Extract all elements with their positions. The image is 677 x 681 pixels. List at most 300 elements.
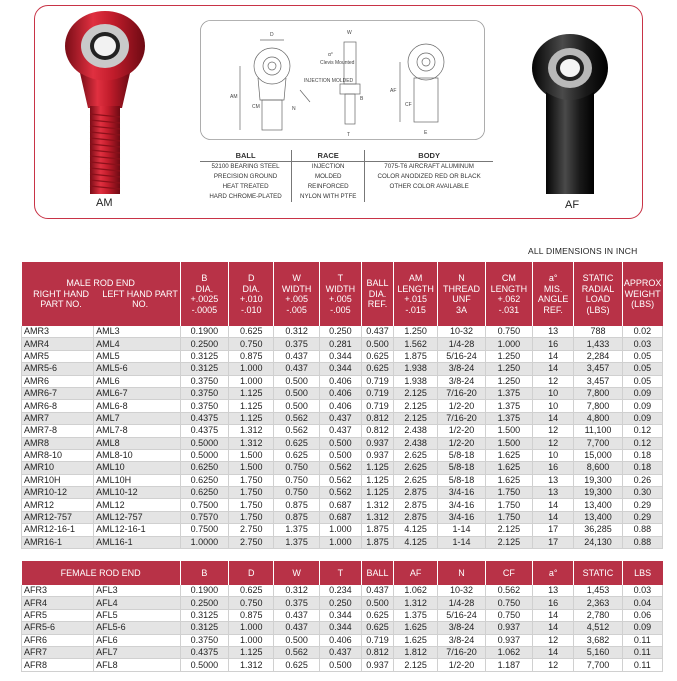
- left-part-number: AML8-10: [94, 449, 181, 461]
- spec-value: 0.29: [622, 499, 662, 511]
- left-part-number: AML3: [94, 326, 181, 338]
- spec-value: 4,512: [574, 622, 622, 634]
- spec-value: 0.437: [362, 585, 394, 597]
- male-table-row: [22, 326, 663, 338]
- spec-value: 0.05: [622, 363, 662, 375]
- spec-value: 14: [533, 609, 574, 621]
- spec-value: 788: [574, 326, 622, 338]
- spec-value: 2.438: [393, 437, 437, 449]
- spec-value: 0.500: [319, 659, 361, 671]
- spec-value: 16: [533, 338, 574, 350]
- spec-value: 14: [533, 363, 574, 375]
- spec-value: 1.125: [362, 462, 394, 474]
- left-part-number: AML8: [94, 437, 181, 449]
- spec-value: 2.125: [393, 387, 437, 399]
- female-table-row: [22, 646, 663, 658]
- spec-value: 0.625: [362, 363, 394, 375]
- ball-header: BALL DIA. REF.: [362, 262, 394, 326]
- spec-value: 24,130: [574, 536, 622, 548]
- right-part-number: AMR6-8: [22, 400, 94, 412]
- spec-value: 0.09: [622, 387, 662, 399]
- spec-value: 0.750: [485, 609, 532, 621]
- left-part-number: AFL8: [94, 659, 181, 671]
- spec-value: 0.18: [622, 462, 662, 474]
- spec-value: 1.000: [229, 375, 274, 387]
- spec-value: 0.12: [622, 425, 662, 437]
- left-part-number: AML6-8: [94, 400, 181, 412]
- spec-value: 0.375: [274, 338, 319, 350]
- spec-value: 3/4-16: [438, 511, 485, 523]
- right-part-number: AFR7: [22, 646, 94, 658]
- am-header: AM LENGTH +.015 -.015: [393, 262, 437, 326]
- female-col-header: AF: [393, 561, 437, 585]
- diagram-cm: CM: [252, 104, 260, 110]
- spec-value: 0.500: [274, 375, 319, 387]
- right-part-number: AMR7-8: [22, 425, 94, 437]
- spec-value: 1.375: [274, 524, 319, 536]
- spec-value: 0.09: [622, 400, 662, 412]
- right-part-number: AMR4: [22, 338, 94, 350]
- spec-value: 0.250: [319, 597, 361, 609]
- spec-value: 0.250: [319, 326, 361, 338]
- spec-value: 0.11: [622, 659, 662, 671]
- spec-value: 3/8-24: [438, 622, 485, 634]
- spec-value: 1.500: [229, 462, 274, 474]
- spec-value: 7/16-20: [438, 387, 485, 399]
- right-part-number: AFR4: [22, 597, 94, 609]
- female-table-header: [22, 561, 663, 585]
- spec-value: 0.937: [362, 437, 394, 449]
- spec-value: 0.02: [622, 326, 662, 338]
- spec-value: 12: [533, 659, 574, 671]
- spec-value: 14: [533, 511, 574, 523]
- spec-value: 0.05: [622, 350, 662, 362]
- spec-value: 0.1900: [180, 326, 228, 338]
- spec-value: 1.875: [362, 524, 394, 536]
- spec-value: 0.3125: [180, 363, 228, 375]
- spec-value: 0.750: [274, 462, 319, 474]
- spec-value: 5,160: [574, 646, 622, 658]
- spec-value: 2.625: [393, 474, 437, 486]
- spec-value: 0.750: [274, 474, 319, 486]
- spec-value: 0.719: [362, 400, 394, 412]
- spec-value: 0.937: [485, 634, 532, 646]
- spec-value: 1.250: [485, 363, 532, 375]
- ball-spec-line: HEAT TREATED: [222, 183, 269, 190]
- female-rod-end-table: [21, 561, 663, 672]
- spec-value: 36,285: [574, 524, 622, 536]
- spec-value: 0.05: [622, 375, 662, 387]
- spec-value: 1.562: [393, 338, 437, 350]
- spec-value: 14: [533, 646, 574, 658]
- spec-value: 3/8-24: [438, 363, 485, 375]
- spec-value: 0.3750: [180, 634, 228, 646]
- spec-value: 1.875: [362, 536, 394, 548]
- left-part-number: AML12-16-1: [94, 524, 181, 536]
- spec-value: 1.312: [362, 511, 394, 523]
- spec-value: 0.3750: [180, 400, 228, 412]
- male-table-row: [22, 363, 663, 375]
- spec-value: 0.719: [362, 387, 394, 399]
- left-part-number: AML7-8: [94, 425, 181, 437]
- body-spec-title: BODY: [365, 150, 493, 162]
- spec-value: 1.312: [229, 437, 274, 449]
- spec-value: 0.562: [274, 646, 319, 658]
- spec-value: 0.625: [362, 622, 394, 634]
- spec-value: 0.625: [229, 326, 274, 338]
- spec-value: 8,600: [574, 462, 622, 474]
- spec-value: 1.625: [393, 634, 437, 646]
- spec-value: 7/16-20: [438, 412, 485, 424]
- male-rod-end-table: [21, 262, 663, 549]
- male-table-row: [22, 400, 663, 412]
- spec-value: 5/8-18: [438, 474, 485, 486]
- spec-value: 1.000: [229, 363, 274, 375]
- left-part-number: AML16-1: [94, 536, 181, 548]
- spec-value: 0.719: [362, 634, 394, 646]
- spec-value: 0.03: [622, 585, 662, 597]
- spec-value: 0.812: [362, 425, 394, 437]
- male-table-row: [22, 387, 663, 399]
- dimensions-note: ALL DIMENSIONS IN INCH: [528, 246, 638, 256]
- race-spec-line: MOLDED: [314, 173, 342, 180]
- left-part-number: AFL5: [94, 609, 181, 621]
- left-part-number: AML6: [94, 375, 181, 387]
- right-part-number: AMR12: [22, 499, 94, 511]
- spec-value: 0.562: [319, 487, 361, 499]
- spec-value: 14: [533, 622, 574, 634]
- spec-value: 0.88: [622, 536, 662, 548]
- spec-value: 13,400: [574, 499, 622, 511]
- female-table-row: [22, 634, 663, 646]
- spec-value: 10: [533, 400, 574, 412]
- male-table-row: [22, 511, 663, 523]
- spec-value: 0.625: [229, 585, 274, 597]
- spec-value: 1.500: [485, 437, 532, 449]
- spec-value: 0.500: [362, 338, 394, 350]
- spec-value: 0.687: [319, 499, 361, 511]
- right-part-number: AMR6-7: [22, 387, 94, 399]
- female-col-header: a°: [533, 561, 574, 585]
- right-part-number: AFR5-6: [22, 622, 94, 634]
- spec-value: 1-14: [438, 524, 485, 536]
- spec-value: 19,300: [574, 474, 622, 486]
- spec-value: 5/8-18: [438, 462, 485, 474]
- male-table-row: [22, 338, 663, 350]
- spec-value: 1.375: [485, 400, 532, 412]
- spec-value: 0.750: [229, 597, 274, 609]
- spec-value: 0.500: [319, 449, 361, 461]
- spec-value: 5/16-24: [438, 609, 485, 621]
- spec-value: 13,400: [574, 511, 622, 523]
- spec-value: 3/8-24: [438, 375, 485, 387]
- spec-value: 0.500: [274, 634, 319, 646]
- spec-value: 5/16-24: [438, 350, 485, 362]
- spec-value: 7,700: [574, 659, 622, 671]
- spec-value: 2.438: [393, 425, 437, 437]
- female-col-header: STATIC: [574, 561, 622, 585]
- spec-value: 1.375: [485, 412, 532, 424]
- body-spec-line: OTHER COLOR AVAILABLE: [389, 183, 469, 190]
- spec-value: 2.875: [393, 511, 437, 523]
- spec-value: 1/4-28: [438, 597, 485, 609]
- male-table-row: [22, 462, 663, 474]
- spec-value: 1.625: [485, 449, 532, 461]
- male-table-row: [22, 350, 663, 362]
- spec-value: 1.062: [393, 585, 437, 597]
- spec-value: 19,300: [574, 487, 622, 499]
- ball-spec-title: BALL: [200, 150, 292, 162]
- female-table-row: [22, 597, 663, 609]
- spec-value: 0.937: [485, 622, 532, 634]
- spec-value: 1/2-20: [438, 400, 485, 412]
- race-spec-line: NYLON WITH PTFE: [299, 193, 357, 200]
- race-spec-line: INJECTION: [311, 163, 345, 170]
- right-part-number: AMR10-12: [22, 487, 94, 499]
- spec-value: 0.437: [274, 363, 319, 375]
- spec-value: 14: [533, 499, 574, 511]
- cm-header: CM LENGTH +.062 -.031: [485, 262, 532, 326]
- spec-value: 10-32: [438, 585, 485, 597]
- left-part-number: AML5-6: [94, 363, 181, 375]
- spec-value: 0.6250: [180, 474, 228, 486]
- spec-value: 3/8-24: [438, 634, 485, 646]
- spec-value: 1.0000: [180, 536, 228, 548]
- spec-value: 3,457: [574, 375, 622, 387]
- w-header: W WIDTH +.005 -.005: [274, 262, 319, 326]
- spec-value: 2,780: [574, 609, 622, 621]
- spec-value: 1.125: [229, 387, 274, 399]
- spec-value: 0.3125: [180, 622, 228, 634]
- spec-value: 0.2500: [180, 597, 228, 609]
- spec-value: 1.312: [393, 597, 437, 609]
- spec-value: 1/2-20: [438, 659, 485, 671]
- spec-value: 13: [533, 487, 574, 499]
- spec-value: 10: [533, 387, 574, 399]
- left-part-number: AML4: [94, 338, 181, 350]
- male-table-row: [22, 425, 663, 437]
- spec-value: 1.125: [229, 646, 274, 658]
- spec-value: 0.88: [622, 524, 662, 536]
- right-part-number: AFR3: [22, 585, 94, 597]
- spec-value: 16: [533, 597, 574, 609]
- right-part-number: AMR5: [22, 350, 94, 362]
- spec-value: 1.000: [229, 622, 274, 634]
- spec-value: 0.7500: [180, 524, 228, 536]
- spec-value: 13: [533, 585, 574, 597]
- spec-value: 1.750: [485, 487, 532, 499]
- male-rod-end-header: MALE ROD END RIGHT HAND PART NO. LEFT HAND PART NO.: [22, 262, 181, 326]
- spec-value: 1-14: [438, 536, 485, 548]
- d-header: D DIA. +.010 -.010: [229, 262, 274, 326]
- spec-value: 0.344: [319, 609, 361, 621]
- spec-value: 0.7570: [180, 511, 228, 523]
- spec-value: 0.875: [229, 350, 274, 362]
- right-part-number: AMR10: [22, 462, 94, 474]
- spec-value: 1.500: [485, 425, 532, 437]
- spec-value: 0.12: [622, 437, 662, 449]
- spec-value: 0.06: [622, 609, 662, 621]
- left-part-number: AFL6: [94, 634, 181, 646]
- male-table-row: [22, 449, 663, 461]
- spec-value: 1.375: [274, 536, 319, 548]
- right-part-number: AMR16-1: [22, 536, 94, 548]
- spec-value: 17: [533, 536, 574, 548]
- female-table-row: [22, 622, 663, 634]
- spec-value: 0.3125: [180, 609, 228, 621]
- female-col-header: CF: [485, 561, 532, 585]
- spec-value: 0.500: [274, 387, 319, 399]
- spec-value: 14: [533, 350, 574, 362]
- spec-value: 2.125: [393, 412, 437, 424]
- spec-value: 0.406: [319, 400, 361, 412]
- male-table-row: [22, 474, 663, 486]
- spec-value: 0.812: [362, 412, 394, 424]
- spec-value: 1.375: [393, 609, 437, 621]
- spec-value: 17: [533, 524, 574, 536]
- right-part-number: AMR3: [22, 326, 94, 338]
- spec-value: 2.625: [393, 462, 437, 474]
- spec-value: 0.7500: [180, 499, 228, 511]
- spec-value: 1.312: [229, 425, 274, 437]
- left-part-number: AML10-12: [94, 487, 181, 499]
- body-spec-line: COLOR ANODIZED RED OR BLACK: [377, 173, 481, 180]
- spec-value: 12: [533, 634, 574, 646]
- spec-value: 12: [533, 375, 574, 387]
- spec-value: 0.11: [622, 634, 662, 646]
- spec-value: 0.562: [274, 425, 319, 437]
- spec-value: 5/8-18: [438, 449, 485, 461]
- right-part-number: AMR8: [22, 437, 94, 449]
- spec-value: 11,100: [574, 425, 622, 437]
- spec-value: 3,682: [574, 634, 622, 646]
- spec-value: 0.625: [274, 449, 319, 461]
- spec-value: 2,363: [574, 597, 622, 609]
- spec-value: 1.750: [229, 474, 274, 486]
- spec-value: 15,000: [574, 449, 622, 461]
- female-col-header: W: [274, 561, 319, 585]
- spec-value: 1.062: [485, 646, 532, 658]
- spec-value: 13: [533, 474, 574, 486]
- spec-value: 0.437: [319, 425, 361, 437]
- left-part-number: AFL4: [94, 597, 181, 609]
- left-part-number: AFL5-6: [94, 622, 181, 634]
- spec-value: 0.6250: [180, 487, 228, 499]
- spec-value: 7,800: [574, 387, 622, 399]
- spec-value: 0.750: [274, 487, 319, 499]
- diagram-b: B: [360, 96, 364, 102]
- male-table-row: [22, 536, 663, 548]
- weight-header: APPROX WEIGHT (LBS): [622, 262, 662, 326]
- female-table-row: [22, 585, 663, 597]
- n-header: N THREAD UNF 3A: [438, 262, 485, 326]
- male-table-row: [22, 412, 663, 424]
- spec-value: 2.750: [229, 524, 274, 536]
- female-col-header: LBS: [622, 561, 662, 585]
- spec-value: 14: [533, 412, 574, 424]
- spec-value: 0.26: [622, 474, 662, 486]
- technical-drawing: [200, 20, 485, 140]
- spec-value: 1/4-28: [438, 338, 485, 350]
- spec-value: 0.1900: [180, 585, 228, 597]
- spec-value: 0.344: [319, 350, 361, 362]
- male-table-row: [22, 499, 663, 511]
- spec-value: 1.187: [485, 659, 532, 671]
- spec-value: 4.125: [393, 536, 437, 548]
- spec-value: 1.750: [485, 499, 532, 511]
- spec-value: 0.562: [319, 462, 361, 474]
- spec-value: 0.5000: [180, 449, 228, 461]
- right-part-number: AFR5: [22, 609, 94, 621]
- spec-value: 0.29: [622, 511, 662, 523]
- spec-value: 0.3750: [180, 387, 228, 399]
- spec-value: 0.750: [229, 338, 274, 350]
- spec-value: 0.3125: [180, 350, 228, 362]
- female-col-header: T: [319, 561, 361, 585]
- spec-value: 0.344: [319, 622, 361, 634]
- spec-value: 0.937: [362, 449, 394, 461]
- spec-value: 3,457: [574, 363, 622, 375]
- spec-value: 10-32: [438, 326, 485, 338]
- spec-value: 0.437: [319, 412, 361, 424]
- spec-value: 2.125: [393, 400, 437, 412]
- spec-value: 0.812: [362, 646, 394, 658]
- right-part-number: AFR6: [22, 634, 94, 646]
- spec-value: 12: [533, 437, 574, 449]
- spec-value: 1.000: [319, 536, 361, 548]
- spec-value: 0.750: [485, 326, 532, 338]
- spec-value: 0.875: [274, 499, 319, 511]
- af-label: AF: [565, 199, 580, 211]
- spec-value: 0.281: [319, 338, 361, 350]
- left-part-number: AFL3: [94, 585, 181, 597]
- body-spec-text: [365, 162, 493, 203]
- male-table-row: [22, 487, 663, 499]
- diagram-injection: INJECTION MOLDED: [304, 78, 354, 84]
- spec-value: 1.312: [362, 499, 394, 511]
- spec-value: 7,700: [574, 437, 622, 449]
- female-col-header: N: [438, 561, 485, 585]
- ball-spec-text: [200, 162, 292, 203]
- diagram-af: AF: [390, 88, 397, 94]
- spec-value: 2.125: [485, 536, 532, 548]
- spec-value: 0.562: [274, 412, 319, 424]
- static-load-header: STATIC RADIAL LOAD (LBS): [574, 262, 622, 326]
- spec-value: 0.5000: [180, 659, 228, 671]
- spec-value: 0.625: [362, 609, 394, 621]
- right-part-number: AMR8-10: [22, 449, 94, 461]
- diagram-d: D: [270, 32, 274, 38]
- spec-value: 0.3750: [180, 375, 228, 387]
- right-part-number: AMR12-16-1: [22, 524, 94, 536]
- spec-value: 0.406: [319, 387, 361, 399]
- spec-value: 1.125: [229, 400, 274, 412]
- spec-value: 1.125: [229, 412, 274, 424]
- spec-value: 1.938: [393, 375, 437, 387]
- spec-value: 0.312: [274, 585, 319, 597]
- diagram-cf: CF: [405, 102, 412, 108]
- male-rod-end-image: [60, 8, 150, 198]
- male-table-row: [22, 437, 663, 449]
- spec-value: 0.719: [362, 375, 394, 387]
- left-hand-header: LEFT HAND PART NO.: [102, 288, 178, 310]
- female-table-row: [22, 609, 663, 621]
- spec-value: 0.875: [274, 511, 319, 523]
- materials-spec-table: [200, 150, 493, 202]
- male-table-row: [22, 524, 663, 536]
- spec-value: 1.000: [229, 634, 274, 646]
- spec-value: 0.4375: [180, 646, 228, 658]
